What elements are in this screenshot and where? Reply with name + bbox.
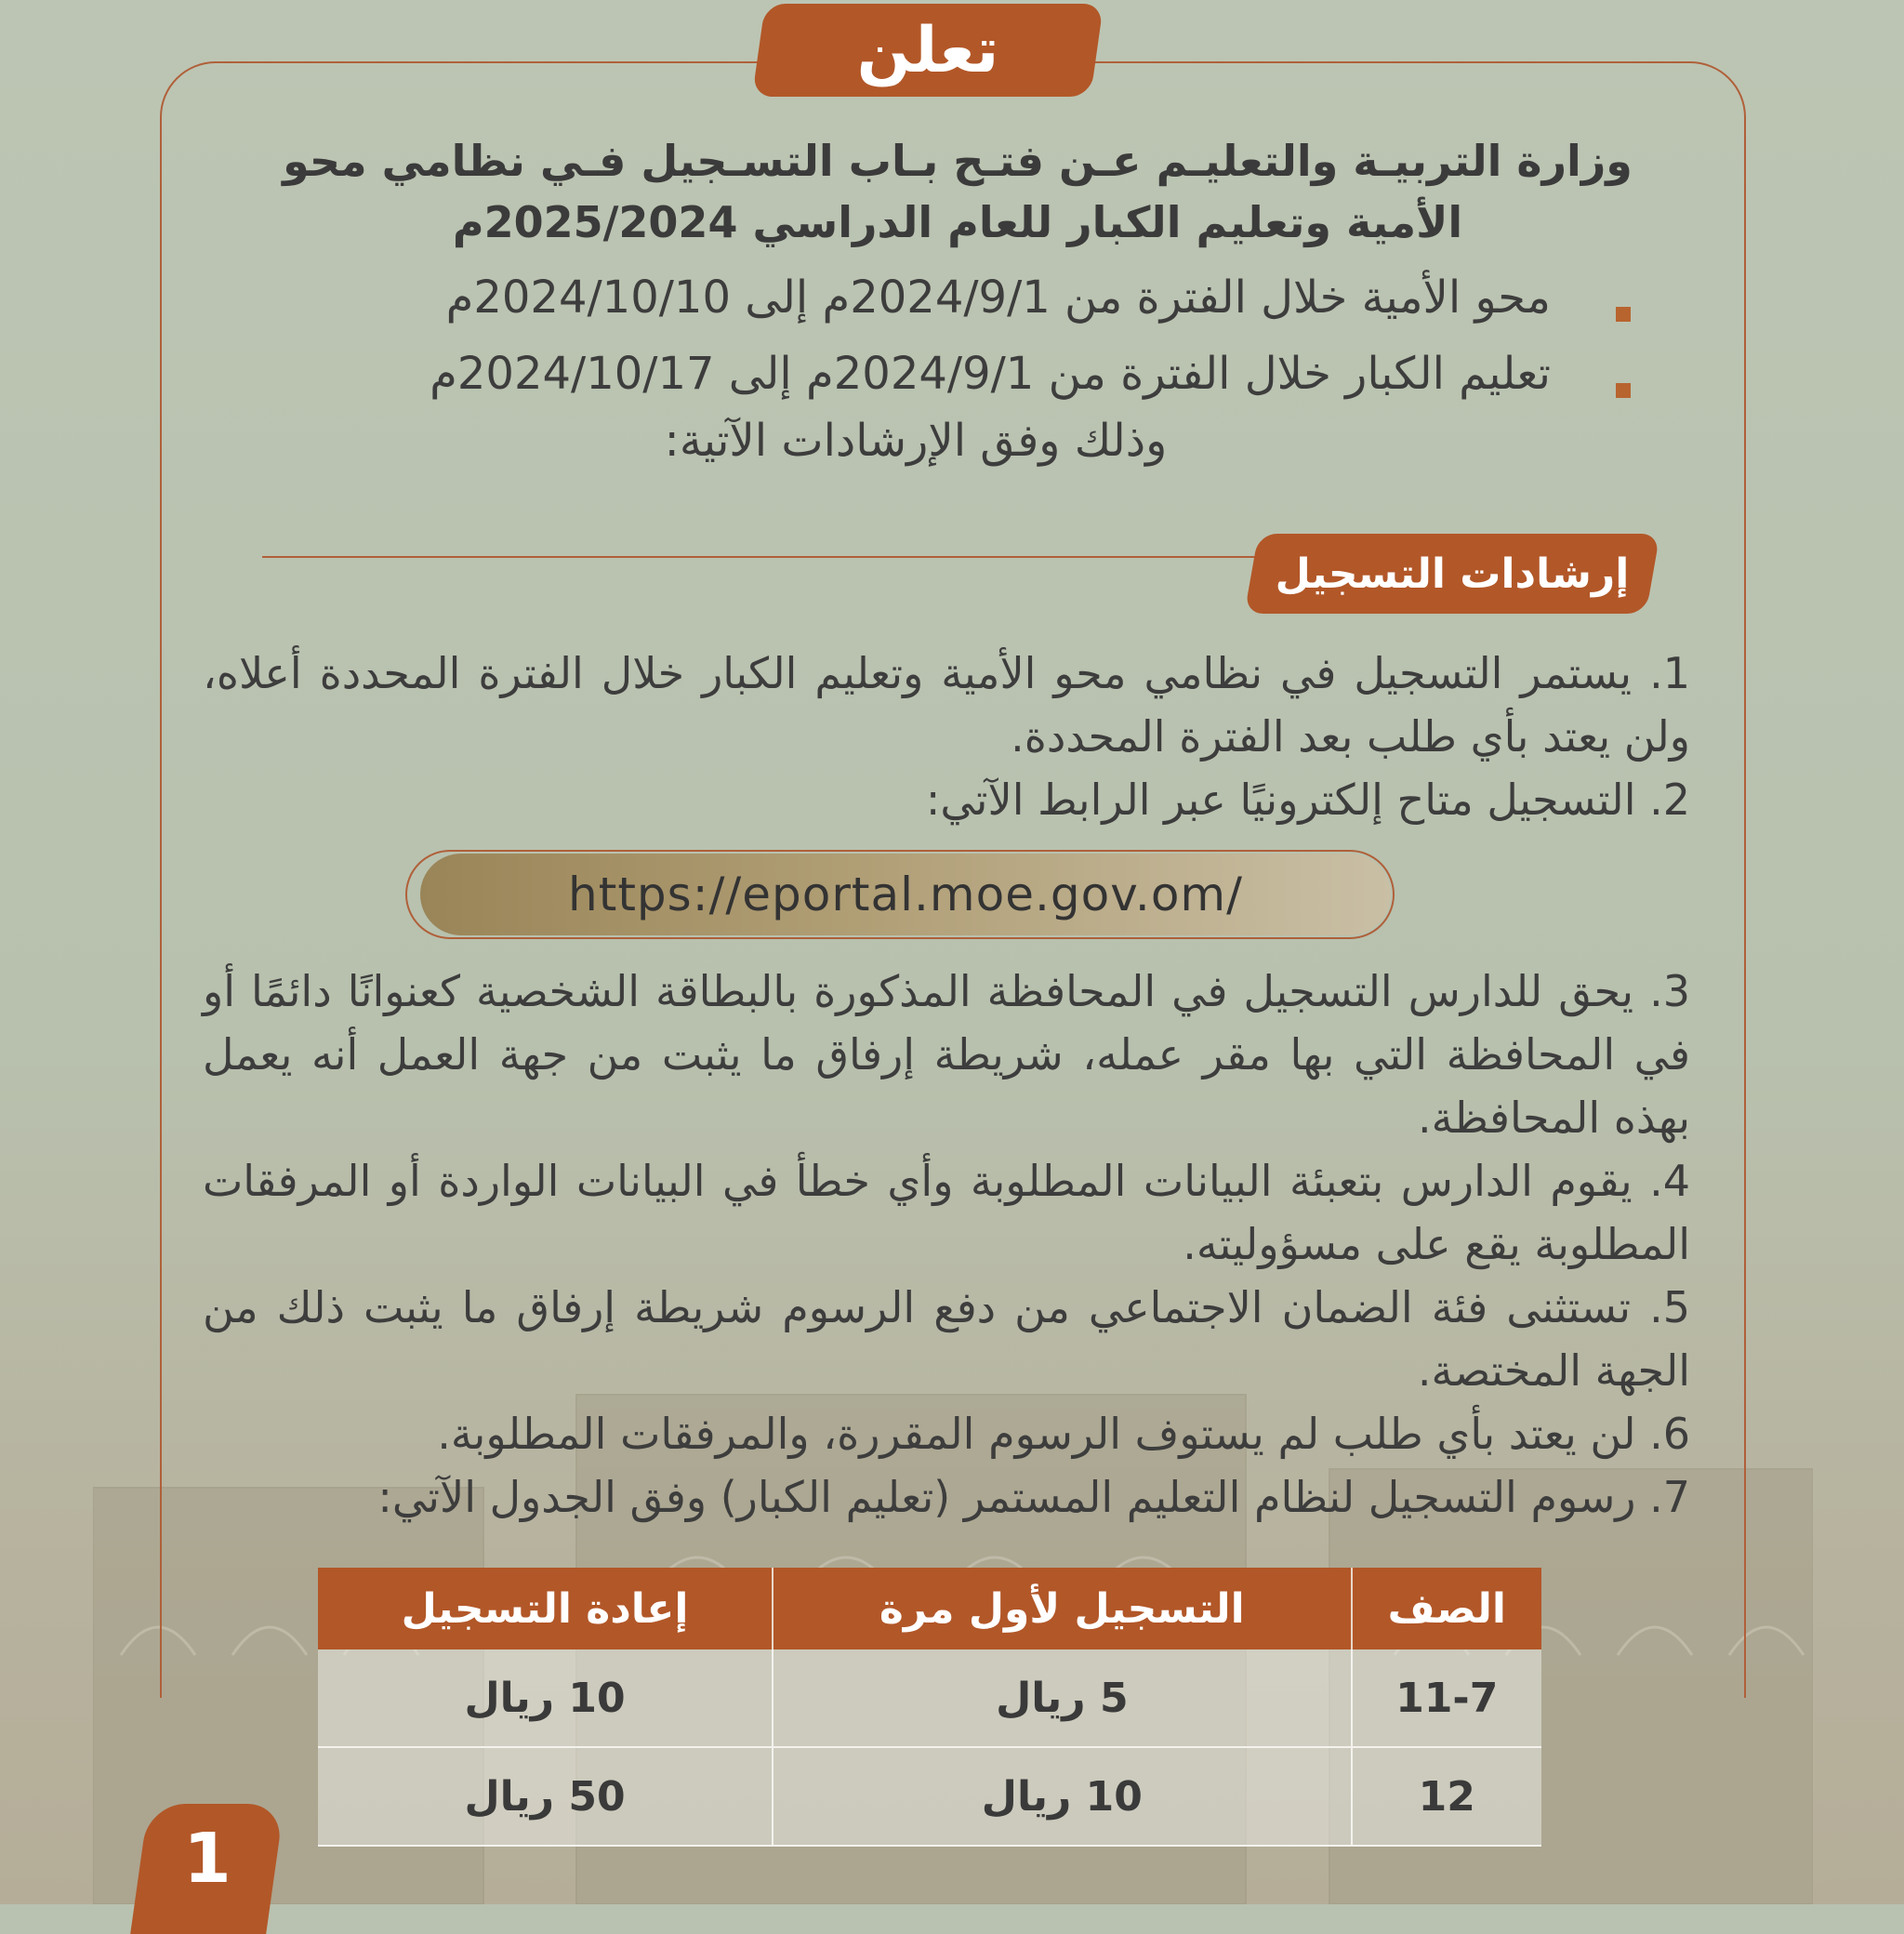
- guideline-item-1: 1. يستمر التسجيل في نظامي محو الأمية وتعليم الكبار خلال الفترة المحددة أعلاه، ولن يعتد بأي طلب بعد الفترة المحددة.: [203, 648, 1690, 762]
- guideline-item-5: 5. تستثنى فئة الضمان الاجتماعي من دفع الرسوم شريطة إرفاق ما يثبت ذلك من الجهة المختصة.: [203, 1282, 1690, 1396]
- table-header-row: [318, 1568, 1541, 1649]
- bullet-square-icon: [1616, 307, 1631, 322]
- guideline-item-2: 2. التسجيل متاح إلكترونيًا عبر الرابط الآتي:: [925, 775, 1690, 825]
- guideline-item-4: 4. يقوم الدارس بتعبئة البيانات المطلوبة وأي خطأ في البيانات الواردة أو المرفقات المطلوبة يقع على مسؤوليته.: [203, 1156, 1690, 1269]
- guideline-item-7: 7. رسوم التسجيل لنظام التعليم المستمر (تعليم الكبار) وفق الجدول الآتي:: [377, 1472, 1690, 1522]
- page-number: 1: [183, 1819, 231, 1899]
- headline-line-2: الأمية وتعليم الكبار للعام الدراسي 2025/2024م: [452, 197, 1463, 247]
- cell-re-fee: 10 ريال: [318, 1649, 773, 1747]
- cell-first-fee: 10 ريال: [773, 1747, 1351, 1846]
- page-title: تعلن: [856, 13, 999, 87]
- cell-re-fee: 50 ريال: [318, 1747, 773, 1846]
- header-re-registration: إعادة التسجيل: [318, 1568, 773, 1649]
- cell-grade: 11-7: [1352, 1649, 1541, 1747]
- table-row: [318, 1649, 1541, 1747]
- bullet-square-icon: [1616, 383, 1631, 398]
- cell-first-fee: 5 ريال: [773, 1649, 1351, 1747]
- guideline-item-6: 6. لن يعتد بأي طلب لم يستوف الرسوم المقررة، والمرفقات المطلوبة.: [437, 1409, 1690, 1459]
- bullet-literacy: محو الأمية خلال الفترة من 2024/9/1م إلى 2024/10/10م: [445, 272, 1551, 324]
- header-first-registration: التسجيل لأول مرة: [773, 1568, 1351, 1649]
- header-grade: الصف: [1352, 1568, 1541, 1649]
- headline: [232, 130, 1683, 253]
- fees-table: [318, 1568, 1541, 1847]
- table-row: [318, 1747, 1541, 1846]
- bullet-adult-education: تعليم الكبار خلال الفترة من 2024/9/1م إلى 2024/10/17م: [430, 348, 1551, 400]
- cell-grade: 12: [1352, 1747, 1541, 1846]
- section-divider: [262, 556, 1285, 558]
- headline-line-1: وزارة التربيـة والتعليـم عـن فتـح بـاب التسـجيل فـي نظامي محو: [283, 136, 1633, 186]
- guideline-item-3: 3. يحق للدارس التسجيل في المحافظة المذكورة بالبطاقة الشخصية كعنوانًا دائمًا أو في المحافظة التي بها مقر عمله، شريطة إرفاق ما يثبت من جهة العمل أنه يعمل بهذه المحافظة.: [203, 966, 1690, 1143]
- guidelines-intro: وذلك وفق الإرشادات الآتية:: [664, 415, 1168, 467]
- registration-link[interactable]: https://eportal.moe.gov.om/: [420, 854, 1391, 935]
- section-title: إرشادات التسجيل: [1275, 550, 1630, 598]
